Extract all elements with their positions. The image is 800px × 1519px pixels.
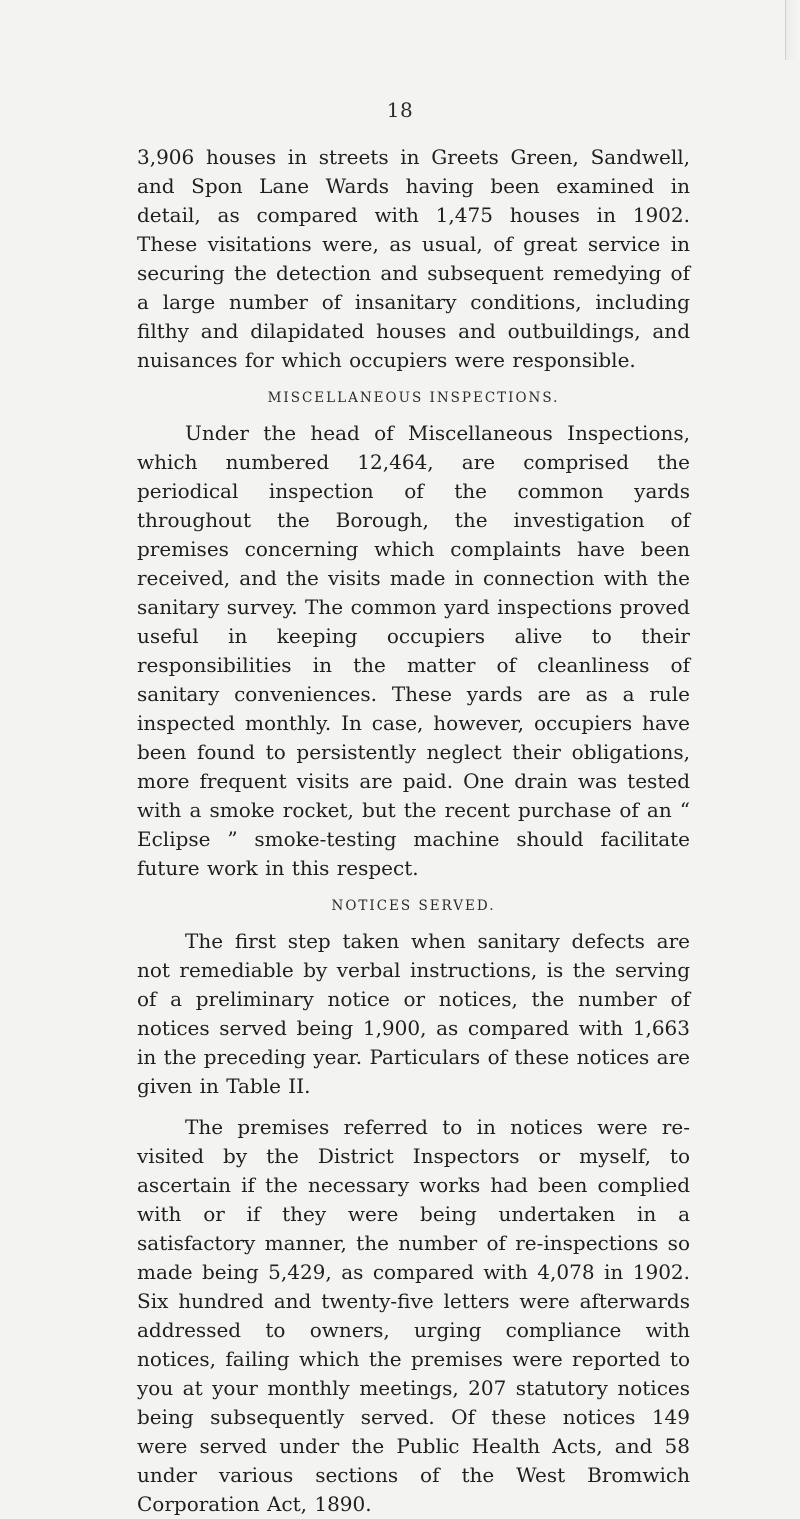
paragraph-houses-examined: 3,906 houses in streets in Greets Green, Sandwell, and Spon Lane Wards having been examined in detail, as compared with 1,475 houses in 1902. These visitations were, as usual, of great service in securing the detection and subsequent remedying of a large number of insanitary conditions, including filthy and dilapidated houses and outbuildings, and nuisances for which occupiers were responsible.: [137, 145, 690, 372]
page-corner-mark: [785, 0, 800, 60]
heading-miscellaneous-inspections: MISCELLANEOUS INSPECTIONS.: [267, 390, 560, 406]
page-number: 18: [386, 98, 414, 122]
body-text: [137, 143, 690, 1519]
paragraph-gap: [137, 1101, 690, 1113]
paragraph-re-inspections: The premises referred to in notices were re-visited by the District Inspectors or myself, to ascertain if the necessary works had been complied with or if they were being undertaken in a satisfactory manner, the number of re-inspections so made being 5,429, as compared with 4,078 in 1902. Six hundred and twenty-five letters were afterwards addressed to owners, urging compliance with notices, failing which the premises were reported to you at your monthly meetings, 207 statutory notices being subsequently served. Of these notices 149 were served under the Public Health Acts, and 58 under various sections of the West Bromwich Corporation Act, 1890.: [137, 1115, 690, 1516]
paragraph-notices-first-step: The first step taken when sanitary defects are not remediable by verbal instructions, is the serving of a preliminary notice or notices, the number of notices served being 1,900, as compared with 1,663 in the preceding year. Particulars of these notices are given in Table II.: [137, 929, 690, 1098]
paragraph-miscellaneous-inspections: Under the head of Miscellaneous Inspections, which numbered 12,464, are comprised the periodical inspection of the common yards throughout the Borough, the investigation of premises concerning which complaints have been received, and the visits made in connection with the sanitary survey. The common yard inspections proved useful in keeping occupiers alive to their responsibilities in the matter of cleanliness of sanitary conveniences. These yards are as a rule inspected monthly. In case, however, occupiers have been found to persistently neglect their obligations, more frequent visits are paid. One drain was tested with a smoke rocket, but the recent purchase of an “ Eclipse ” smoke-testing machine should facilitate future work in this respect.: [137, 421, 690, 880]
heading-notices-served: NOTICES SERVED.: [331, 898, 496, 914]
